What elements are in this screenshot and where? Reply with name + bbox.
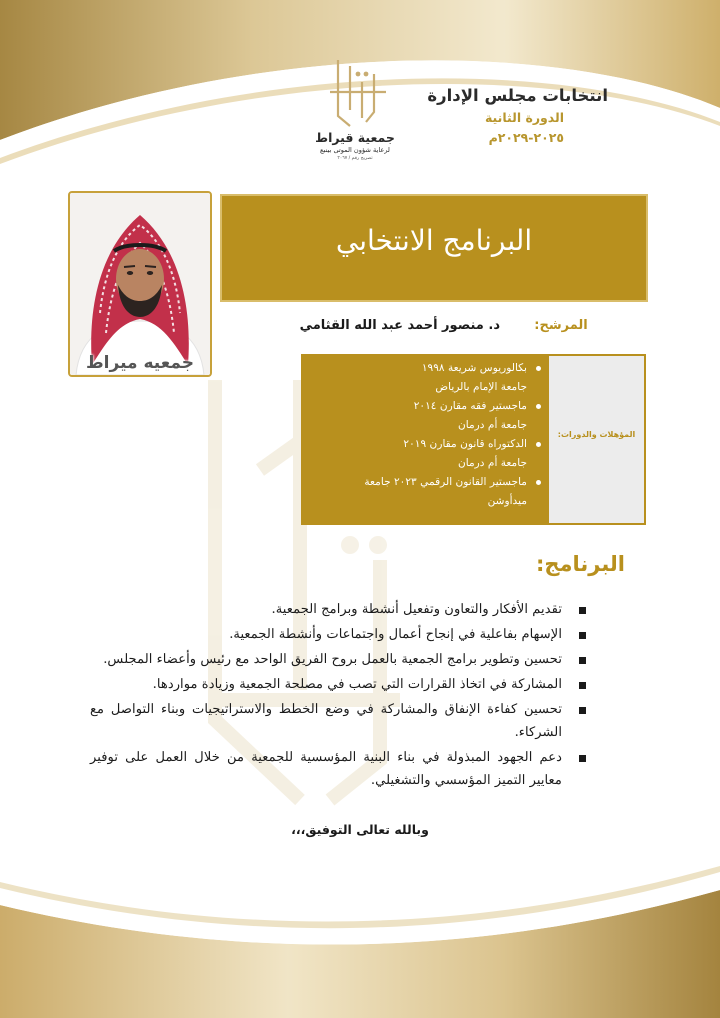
program-main-title: البرنامج الانتخابي bbox=[335, 224, 533, 257]
candidate-name: د. منصور أحمد عبد الله القثامي bbox=[299, 318, 500, 333]
program-item: الإسهام بفاعلية في إنجاح أعمال واجتماعات وأنشطة الجمعية. bbox=[90, 623, 590, 646]
logo-subtitle: لرعاية شؤون الموتى بينبع bbox=[320, 146, 390, 154]
candidate-portrait-icon bbox=[70, 193, 210, 375]
square-bullet-icon bbox=[579, 657, 586, 664]
square-bullet-icon bbox=[579, 707, 586, 714]
qirat-logo-icon bbox=[300, 52, 410, 130]
program-list bbox=[90, 598, 590, 794]
qualifications-box bbox=[301, 354, 547, 525]
logo-registration: تصريح رقم / ٢٠٦٧ bbox=[337, 156, 373, 161]
program-title-box bbox=[220, 194, 648, 302]
bullet-icon bbox=[536, 366, 541, 371]
election-title: انتخابات مجلس الإدارة bbox=[427, 86, 608, 105]
square-bullet-icon bbox=[579, 755, 586, 762]
candidate-photo bbox=[68, 191, 212, 377]
qualification-item: بكالوريوس شريعة ١٩٩٨ جامعة الإمام بالرياض bbox=[305, 359, 527, 397]
program-item: تقديم الأفكار والتعاون وتفعيل أنشطة وبرامج الجمعية. bbox=[90, 598, 590, 621]
qualification-item: الدكتوراه قانون مقارن ٢٠١٩ جامعة أم درمان bbox=[305, 435, 527, 473]
qualification-item: ماجستير فقه مقارن ٢٠١٤ جامعة أم درمان bbox=[305, 397, 527, 435]
qualifications-label: المؤهلات والدورات: bbox=[557, 430, 636, 439]
program-item: المشاركة في اتخاذ القرارات التي تصب في مصلحة الجمعية وزيادة مواردها. bbox=[90, 673, 590, 696]
program-heading: البرنامج: bbox=[535, 552, 625, 576]
program-item: تحسين كفاءة الإنفاق والمشاركة في وضع الخطط والاستراتيجيات وبناء التواصل مع الشركاء. bbox=[90, 698, 590, 744]
election-years: ٢٠٢٥-٢٠٢٩م bbox=[488, 130, 564, 145]
association-logo bbox=[300, 52, 410, 162]
program-item: تحسين وتطوير برامج الجمعية بالعمل بروح الفريق الواحد مع رئيس وأعضاء المجلس. bbox=[90, 648, 590, 671]
program-item: دعم الجهود المبذولة في بناء البنية المؤسسية للجمعية من خلال العمل على توفير معايير التميز المؤسسي والتشغيلي. bbox=[90, 746, 590, 792]
photo-watermark: جمعيه ميراط bbox=[86, 353, 194, 373]
bullet-icon bbox=[536, 480, 541, 485]
square-bullet-icon bbox=[579, 607, 586, 614]
logo-name: جمعية قيراط bbox=[315, 130, 395, 145]
candidate-label: المرشح: bbox=[534, 318, 588, 333]
closing-text: وبالله تعالى التوفيق،،، bbox=[291, 822, 429, 837]
bullet-icon bbox=[536, 442, 541, 447]
square-bullet-icon bbox=[579, 682, 586, 689]
square-bullet-icon bbox=[579, 632, 586, 639]
qualification-item: ماجستير القانون الرقمي ٢٠٢٣ جامعة ميدأوشن bbox=[305, 473, 527, 511]
bullet-icon bbox=[536, 404, 541, 409]
qualifications-label-box bbox=[547, 354, 646, 525]
election-term: الدورة الثانية bbox=[484, 110, 564, 125]
qualifications-list bbox=[305, 359, 527, 511]
